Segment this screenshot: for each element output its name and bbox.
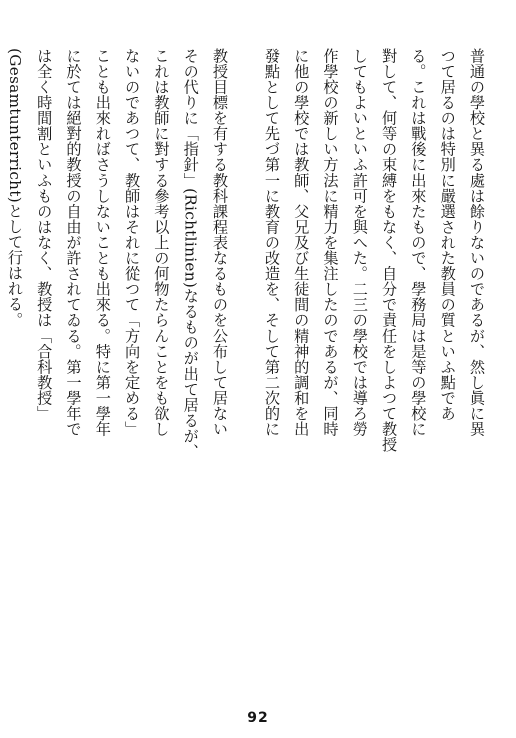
text-line: 作學校の新しい方法に精力を集注したのであるが、同時	[321, 48, 340, 437]
text-line: してもよいといふ許可を與へた。二三の學校では導ろ勞	[350, 48, 369, 437]
text-line: 對して、何等の束縛をもなく、自分で責任をしよつて教授	[380, 48, 399, 453]
text-line: これは教師に對する參考以上の何物たらんことをも欲し	[152, 48, 171, 437]
page-number: 92	[247, 710, 269, 726]
left-paragraph	[6, 48, 234, 708]
text-line: ことも出來ればさうしないことも出來る。特に第一學年	[93, 48, 112, 437]
left-text-column-block	[6, 48, 234, 708]
right-text-column-block	[261, 48, 491, 708]
text-line: ないのであつて、教師はそれに從つて「方向を定める」	[123, 48, 142, 437]
text-line: は全く時間割といふものはなく、教授は「合科教授」	[35, 48, 54, 422]
right-paragraph	[261, 48, 491, 708]
text-line: 普通の學校と異る處は餘りないのであるが、然し眞に異	[468, 48, 486, 437]
text-line: つて居るのは特別に嚴選された教員の質といふ點であ	[438, 48, 457, 422]
text-line: 發點として先づ第一に教育の改造を、そして第二次的に	[262, 48, 281, 437]
text-line: (Gesamtunterricht)として行はれる。	[6, 48, 24, 328]
text-line: に他の學校では教師、父兄及び生徒間の精神的調和を出	[292, 48, 311, 437]
text-line: る。これは戰後に出來たもので、學務局は是等の學校に	[409, 48, 428, 437]
text-line: に於ては絕對的教授の自由が許されてゐる。第一學年で	[64, 48, 83, 437]
text-line: 教授目標を有する教科課程表なるものを公布して居ない	[211, 48, 229, 437]
text-line: その代りに「指針」(Richtlinien)なるものが出て居るが、	[181, 48, 200, 460]
